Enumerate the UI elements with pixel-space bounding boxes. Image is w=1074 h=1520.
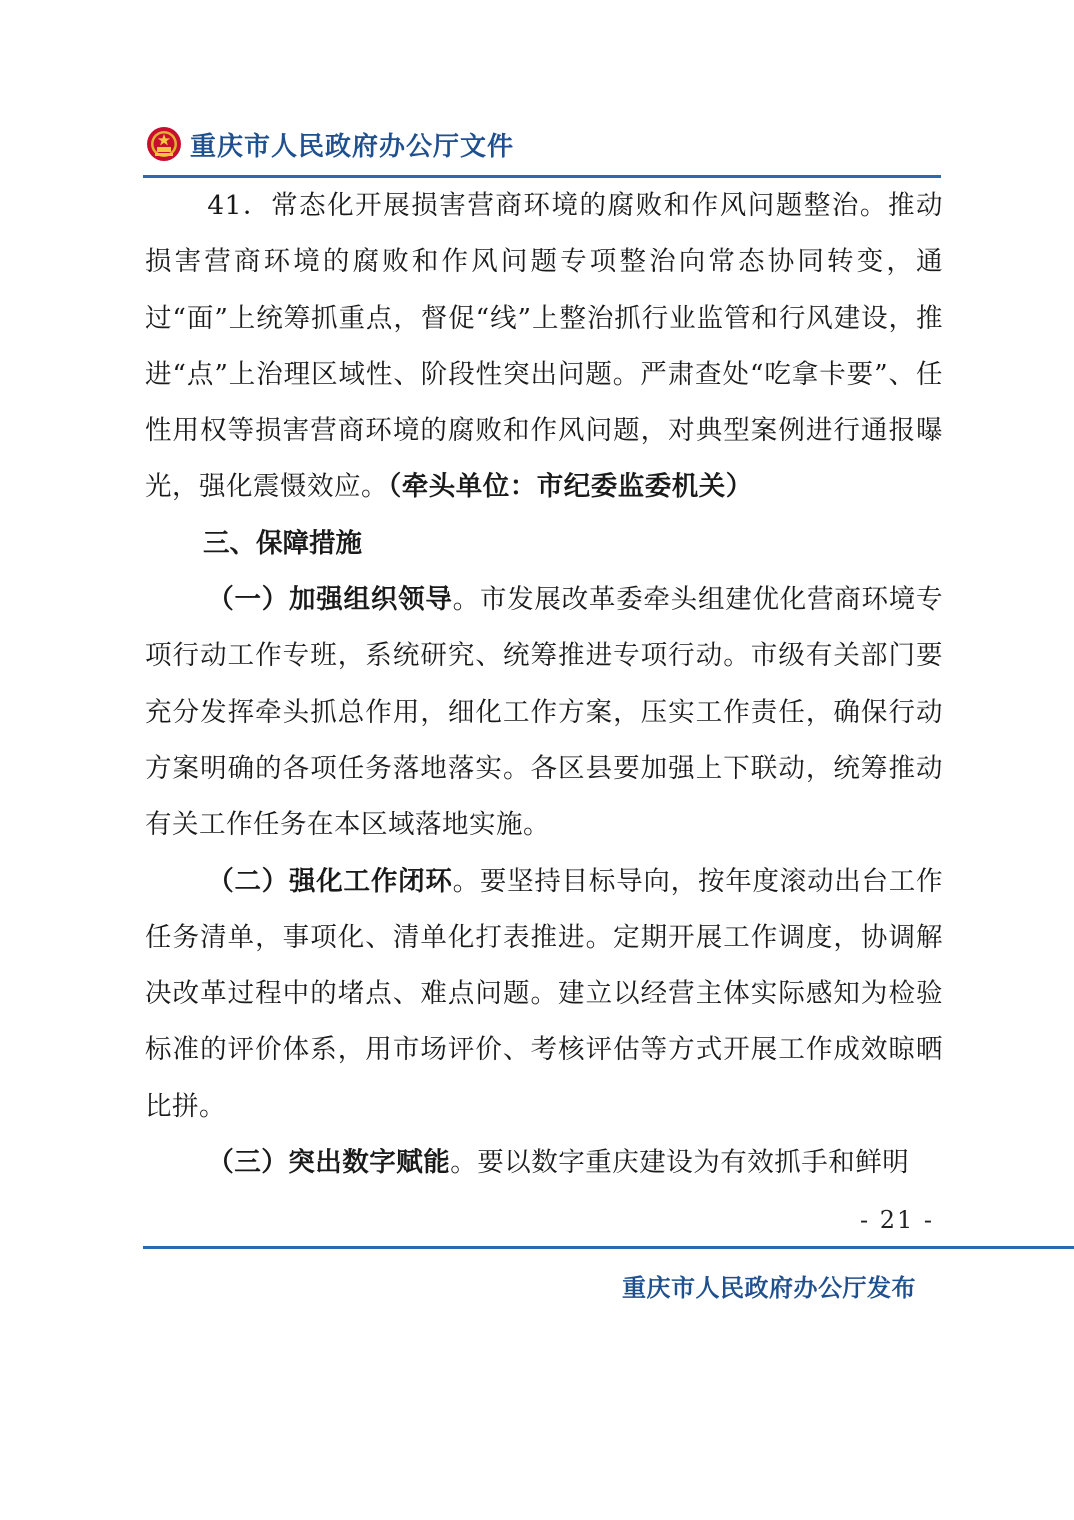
paragraph-item-41 — [145, 178, 943, 516]
paragraph-organization — [145, 572, 943, 853]
sub1-text: 。市发展改革委牵头组建优化营商环境专项行动工作专班，系统研究、统筹推进专项行动。市级有关部门要充分发挥牵头抓总作用，细化工作方案，压实工作责任，确保行动方案明确的各项任务落地落实。各区县要加强上下联动，统筹推动有关工作任务在本区域落地实施。 — [145, 584, 944, 841]
section-heading-safeguards: 三、保障措施 — [203, 527, 362, 559]
page-number: - 21 - — [860, 1206, 935, 1234]
header-title: 重庆市人民政府办公厅文件 — [190, 131, 515, 162]
footer-publisher: 重庆市人民政府办公厅发布 — [622, 1274, 916, 1302]
sub1-title: （一）加强组织领导 — [207, 584, 453, 616]
footer-divider — [143, 1246, 1074, 1249]
paragraph-digital — [145, 1135, 943, 1191]
sub3-title: （三）突出数字赋能 — [207, 1147, 451, 1179]
document-body — [145, 178, 943, 1191]
sub2-text: 。要坚持目标导向，按年度滚动出台工作任务清单，事项化、清单化打表推进。定期开展工作调度，协调解决改革过程中的堵点、难点问题。建立以经营主体实际感知为检验标准的评价体系，用市场评价、考核评估等方式开展工作成效晾晒比拼。 — [145, 865, 944, 1122]
document-header — [146, 118, 514, 170]
item-41-text: 41．常态化开展损害营商环境的腐败和作风问题整治。推动损害营商环境的腐败和作风问题专项整治向常态协同转变，通过“面”上统筹抓重点，督促“线”上整治抓行业监管和行风建设，推进“点”上治理区域性、阶段性突出问题。严肃查处“吃拿卡要”、任性用权等损害营商环境的腐败和作风问题，对典型案例进行通报曝光，强化震慑效应。 — [145, 190, 943, 503]
sub2-title: （二）强化工作闭环 — [207, 865, 453, 897]
national-emblem-icon — [146, 126, 182, 162]
paragraph-closed-loop — [145, 854, 943, 1135]
sub3-text: 。要以数字重庆建设为有效抓手和鲜明 — [450, 1147, 910, 1179]
item-41-lead-unit: （牵头单位：市纪委监委机关） — [388, 471, 753, 503]
